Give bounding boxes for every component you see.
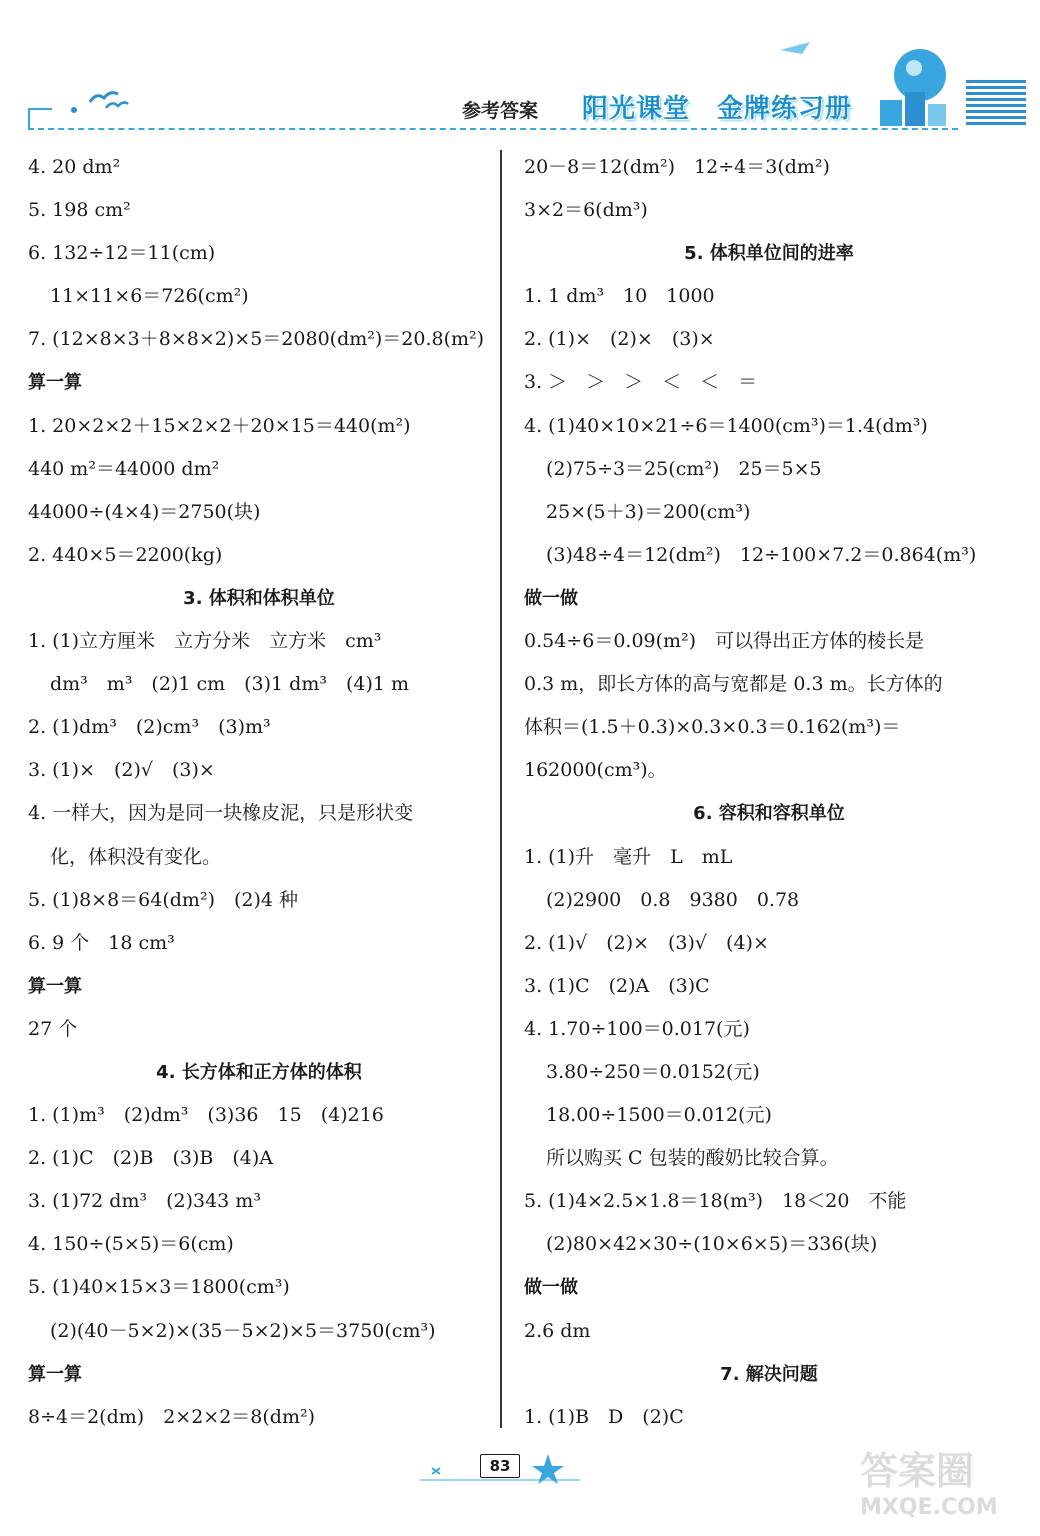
answer-line: 2.6 dm [524, 1319, 591, 1342]
answer-line: 2. (1)√ (2)× (3)√ (4)× [524, 931, 769, 954]
answer-line: 所以购买 C 包装的酸奶比较合算。 [546, 1147, 839, 1170]
answer-line: (2)(40－5×2)×(35－5×2)×5＝3750(cm³) [50, 1319, 436, 1342]
answer-line: 20－8＝12(dm²) 12÷4＝3(dm²) [524, 156, 830, 178]
answer-line: 2. (1)dm³ (2)cm³ (3)m³ [28, 716, 271, 739]
subsection-label: 算一算 [28, 1363, 82, 1385]
section-heading: 3. 体积和体积单位 [183, 587, 335, 609]
answer-line: 3. ＞ ＞ ＞ ＜ ＜ ＝ [524, 371, 758, 394]
page-number: 83 [480, 1454, 520, 1478]
answer-line: (2)2900 0.8 9380 0.78 [546, 888, 800, 911]
page-header [0, 0, 1040, 140]
answer-line: 体积＝(1.5＋0.3)×0.3×0.3＝0.162(m³)＝ [524, 716, 901, 739]
answer-line: 4. 150÷(5×5)＝6(cm) [28, 1233, 234, 1256]
answer-line: 440 m²＝44000 dm² [28, 457, 220, 480]
answer-line: 4. (1)40×10×21÷6＝1400(cm³)＝1.4(dm³) [524, 414, 928, 437]
answer-line: 1. (1)立方厘米 立方分米 立方米 cm³ [28, 630, 382, 653]
answer-line: 5. (1)4×2.5×1.8＝18(m³) 18＜20 不能 [524, 1190, 907, 1213]
subsection-label: 做一做 [524, 1277, 578, 1299]
answer-line: 4. 一样大，因为是同一块橡皮泥，只是形状变 [28, 802, 414, 825]
answer-line: 1. (1)m³ (2)dm³ (3)36 15 (4)216 [28, 1104, 384, 1127]
left-answer-column [28, 146, 490, 1439]
answer-line: 1. (1)升 毫升 L mL [524, 845, 733, 868]
answer-line: 5. (1)8×8＝64(dm²) (2)4 种 [28, 888, 299, 911]
answer-line: 2. (1)C (2)B (3)B (4)A [28, 1147, 274, 1170]
answer-line: 6. 9 个 18 cm³ [28, 931, 175, 954]
answer-line: 3×2＝6(dm³) [524, 199, 648, 222]
answer-line: (3)48÷4＝12(dm²) 12÷100×7.2＝0.864(m³) [546, 543, 977, 566]
watermark-logo-text: 答案圈 [860, 1449, 975, 1493]
header-label: 参考答案 [462, 100, 539, 122]
header-stripes [966, 80, 1026, 132]
section-heading: 7. 解决问题 [720, 1363, 818, 1385]
answer-line: 3.80÷250＝0.0152(元) [546, 1060, 760, 1083]
answer-line: 7. (12×8×3＋8×8×2)×5＝2080(dm²)＝20.8(m²) [28, 328, 485, 351]
answer-line: (2)75÷3＝25(cm²) 25＝5×5 [546, 457, 822, 480]
watermark-site: MXQE.COM [860, 1495, 998, 1520]
subsection-label: 算一算 [28, 975, 82, 997]
answer-line: 0.3 m，即长方体的高与宽都是 0.3 m。长方体的 [524, 673, 943, 696]
answer-line: 2. 440×5＝2200(kg) [28, 543, 223, 566]
birds-icon [60, 80, 150, 120]
answer-line: 1. (1)B D (2)C [524, 1405, 684, 1428]
answer-line: 4. 20 dm² [28, 156, 121, 178]
answer-line: 25×(5＋3)＝200(cm³) [546, 500, 751, 523]
subsection-label: 算一算 [28, 372, 82, 394]
answer-line: 化，体积没有变化。 [50, 845, 222, 868]
section-heading: 6. 容积和容积单位 [693, 803, 845, 825]
answer-line: 3. (1)C (2)A (3)C [524, 974, 710, 997]
answer-line: 4. 1.70÷100＝0.017(元) [524, 1017, 750, 1040]
column-divider [500, 150, 502, 1428]
answer-line: 1. 1 dm³ 10 1000 [524, 285, 715, 308]
answer-line: 8÷4＝2(dm) 2×2×2＝8(dm²) [28, 1405, 316, 1428]
book-title: 阳光课堂 金牌练习册 [582, 94, 853, 124]
answer-line: dm³ m³ (2)1 cm (3)1 dm³ (4)1 m [50, 673, 410, 696]
answer-line: 18.00÷1500＝0.012(元) [546, 1104, 772, 1127]
answer-line: 11×11×6＝726(cm²) [50, 285, 249, 308]
answer-line: 162000(cm³)。 [524, 759, 667, 782]
header-bracket [28, 108, 52, 130]
right-answer-column [524, 146, 1014, 1439]
section-heading: 5. 体积单位间的进率 [684, 243, 854, 265]
answer-line: 1. 20×2×2＋15×2×2＋20×15＝440(m²) [28, 414, 411, 437]
answer-line: 44000÷(4×4)＝2750(块) [28, 500, 261, 523]
answer-line: (2)80×42×30÷(10×6×5)＝336(块) [546, 1233, 878, 1256]
answer-line: 6. 132÷12＝11(cm) [28, 242, 216, 265]
answer-line: 5. 198 cm² [28, 199, 131, 222]
section-heading: 4. 长方体和正方体的体积 [156, 1061, 362, 1083]
subsection-label: 做一做 [524, 587, 578, 609]
answer-line: 3. (1)× (2)√ (3)× [28, 759, 215, 782]
page-footer [410, 1446, 590, 1486]
watermark [860, 1440, 1030, 1530]
answer-line: 0.54÷6＝0.09(m²) 可以得出正方体的棱长是 [524, 630, 925, 653]
answer-line: 2. (1)× (2)× (3)× [524, 328, 715, 351]
answer-line: 3. (1)72 dm³ (2)343 m³ [28, 1190, 261, 1213]
answer-line: 27 个 [28, 1017, 78, 1040]
answer-line: 5. (1)40×15×3＝1800(cm³) [28, 1276, 290, 1299]
